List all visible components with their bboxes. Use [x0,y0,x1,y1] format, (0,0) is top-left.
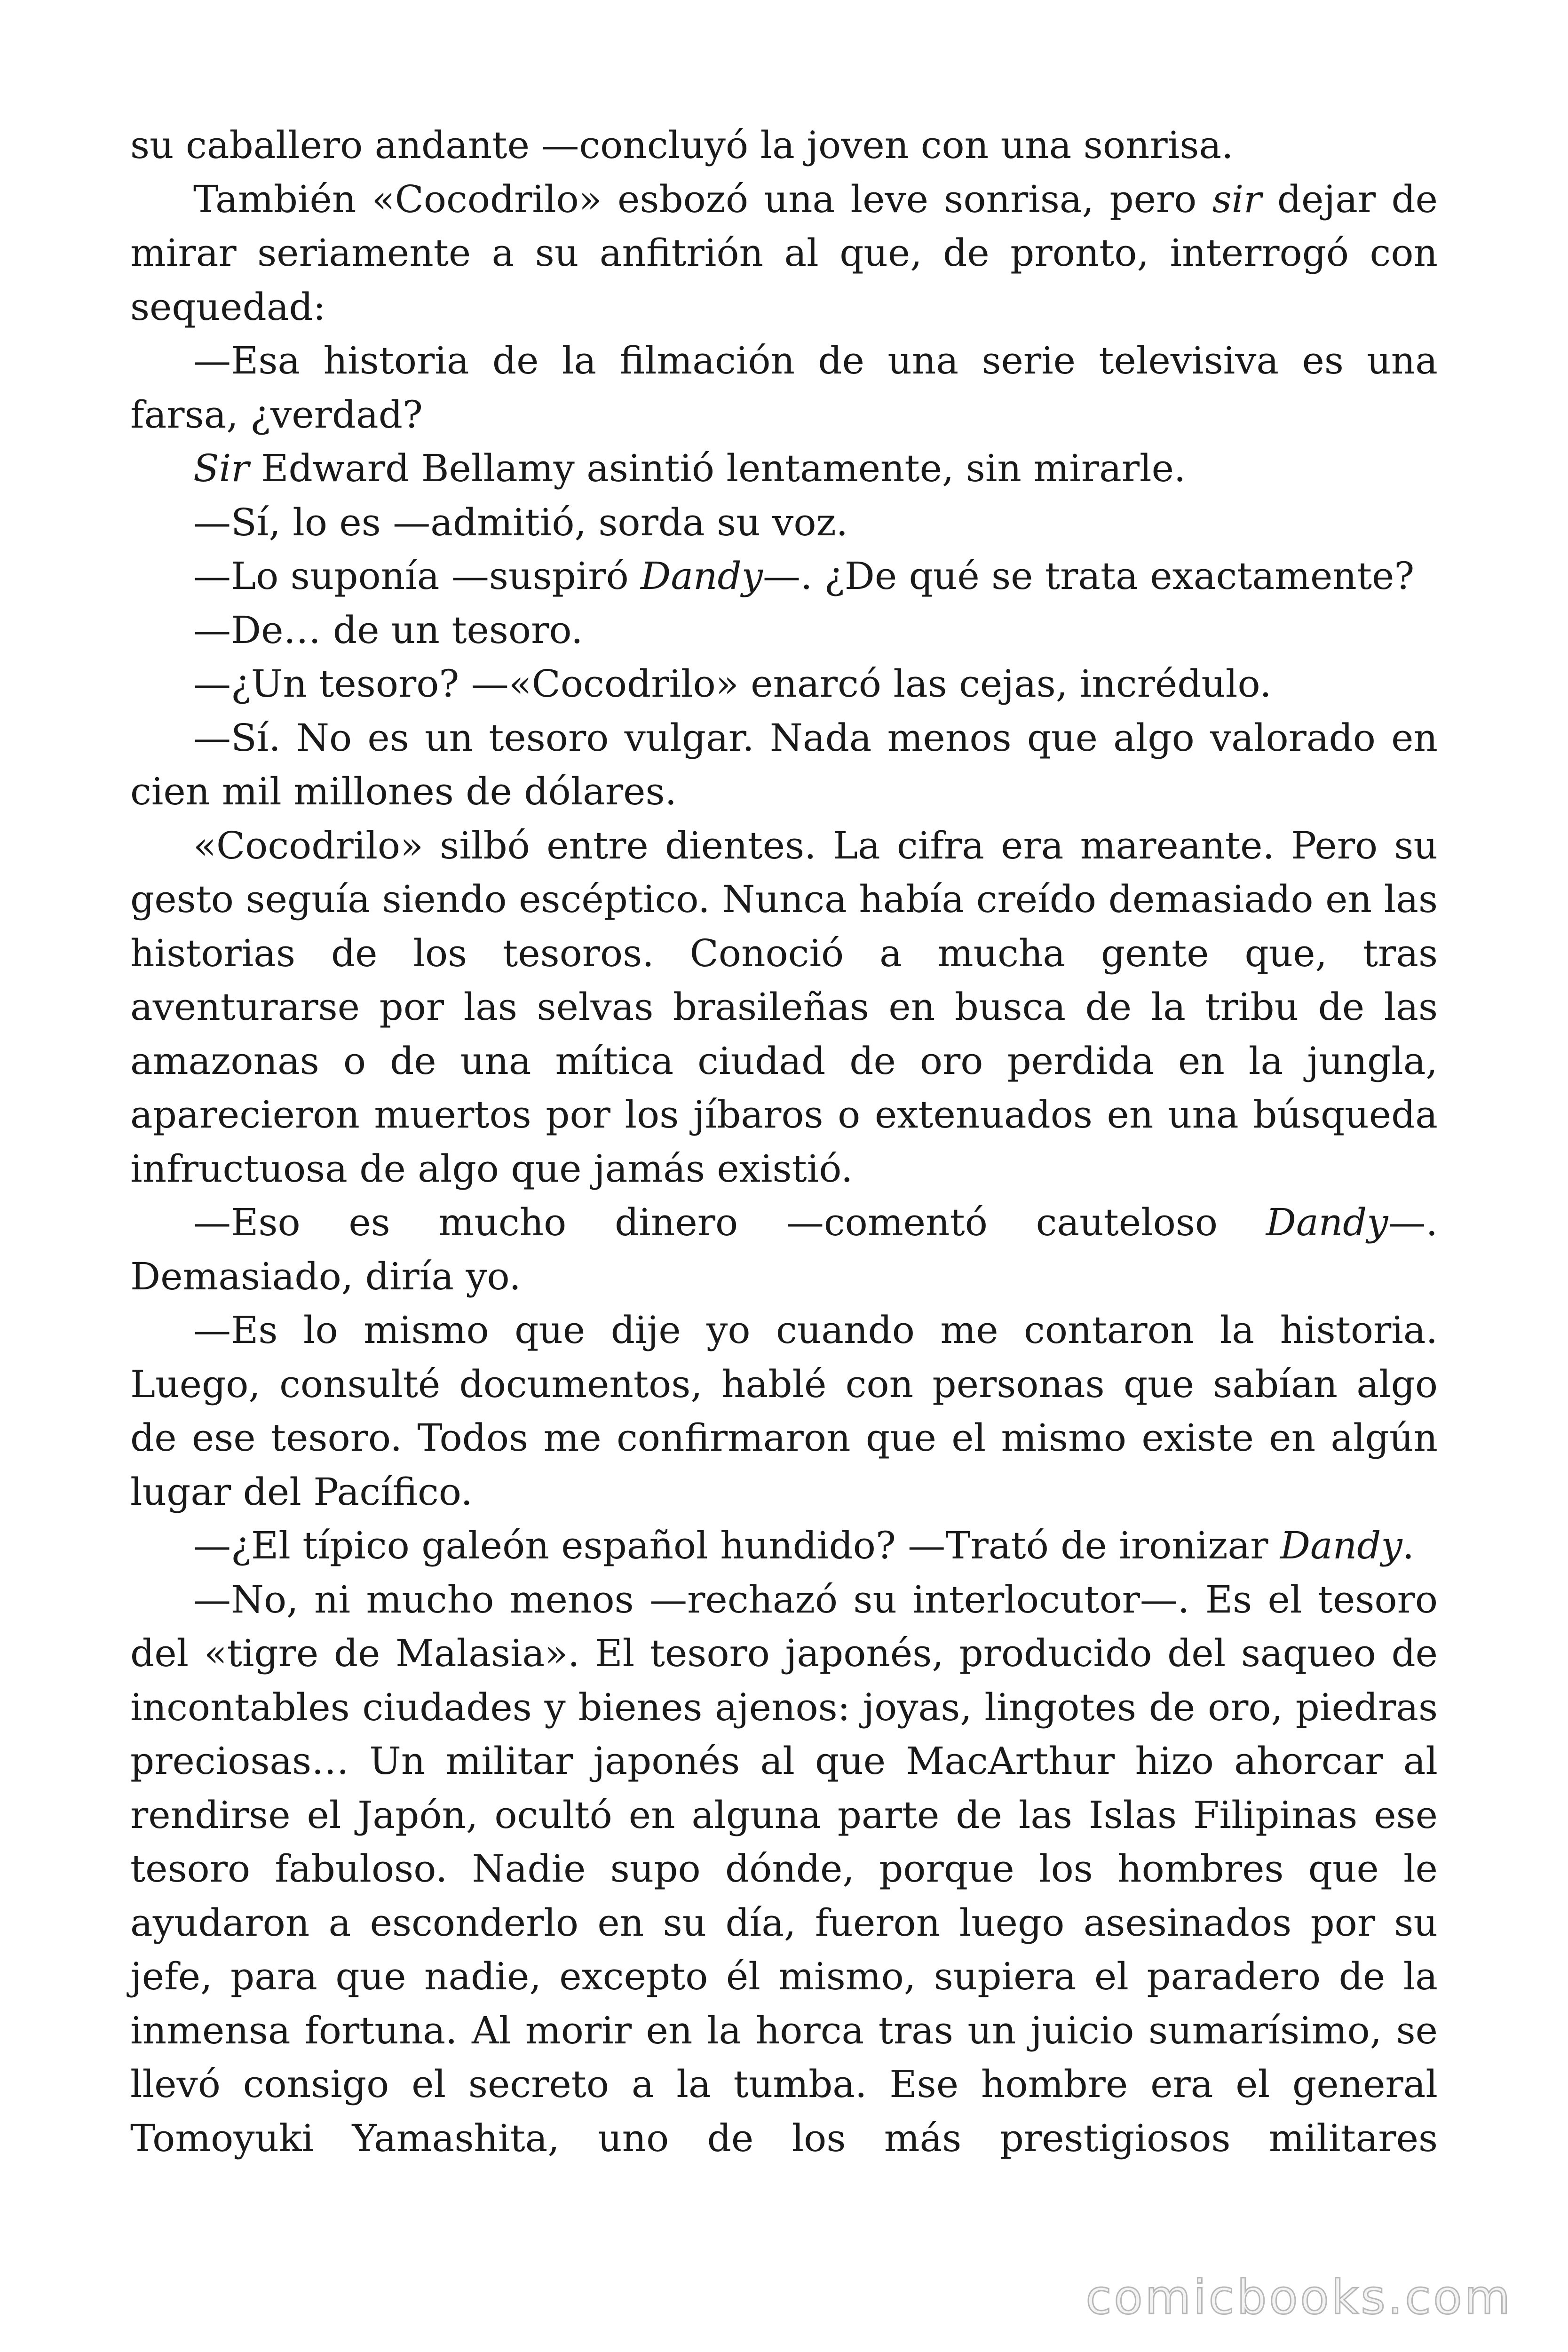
paragraph [130,334,1438,442]
text-run: —No, ni mucho menos —rechazó su interlocutor—. Es el tesoro del «tigre de Malasia». El tesoro japonés, producido del saqueo de incontables ciudades y bienes ajenos: joyas, lingotes de oro, piedras preciosas… Un militar japonés al que MacArthur hizo ahorcar al rendirse el Japón, ocultó en alguna parte de las Islas Filipinas ese tesoro fabuloso. Nadie supo dónde, porque los hombres que le ayudaron a esconderlo en su día, fueron luego asesinados por su jefe, para que nadie, excepto él mismo, supiera el paradero de la inmensa fortuna. Al morir en la horca tras un juicio sumarísimo, se llevó consigo el secreto a la tumba. Ese hombre era el general Tomoyuki Yamashita, uno de los más prestigiosos militares [130,1577,1438,2160]
paragraph [130,173,1438,334]
text-run: —Eso es mucho dinero —comentó cauteloso [193,1200,1266,1244]
italic-run: Sir [193,446,249,490]
text-run: Edward Bellamy asintió lentamente, sin mirarle. [249,446,1186,490]
text-run: —Sí, lo es —admitió, sorda su voz. [193,500,848,544]
text-run: —De… de un tesoro. [193,608,583,652]
text-run: —Lo suponía —suspiró [193,554,641,598]
italic-run: sir [1212,177,1262,221]
paragraph [130,819,1438,1196]
watermark: comicbooks.com [1085,2270,1513,2325]
text-run: —Es lo mismo que dije yo cuando me contaron la historia. Luego, consulté documentos, hablé con personas que sabían algo de ese tesoro. Todos me confirmaron que el mismo existe en algún lugar del Pacífico. [130,1308,1438,1514]
paragraph [130,1196,1438,1303]
paragraph [130,711,1438,819]
paragraph [130,1519,1438,1573]
paragraph [130,442,1438,496]
paragraph [130,604,1438,658]
paragraph [130,1303,1438,1519]
text-run: —¿Un tesoro? —«Cocodrilo» enarcó las cejas, incrédulo. [193,662,1272,706]
text-run: —Sí. No es un tesoro vulgar. Nada menos que algo valorado en cien mil millones de dólares. [130,715,1438,813]
book-page-text [130,119,1438,2165]
italic-run: Dandy [1280,1524,1402,1567]
italic-run: Dandy [1266,1200,1388,1244]
text-run: También «Cocodrilo» esbozó una leve sonrisa, pero [193,177,1212,221]
text-run: —. Demasiado, diría yo. [130,1200,1438,1298]
paragraph [130,1573,1438,2166]
paragraph [130,496,1438,550]
text-run: «Cocodrilo» silbó entre dientes. La cifra era mareante. Pero su gesto seguía siendo escéptico. Nunca había creído demasiado en las historias de los tesoros. Conoció a mucha gente que, tras aventurarse por las selvas brasileñas en busca de la tribu de las amazonas o de una mítica ciudad de oro perdida en la jungla, aparecieron muertos por los jíbaros o extenuados en una búsqueda infructuosa de algo que jamás existió. [130,823,1438,1191]
text-run: . [1402,1524,1415,1567]
text-run: su caballero andante —concluyó la joven con una sonrisa. [130,123,1234,167]
paragraph [130,657,1438,711]
text-run: —. ¿De qué se trata exactamente? [762,554,1415,598]
text-run: —Esa historia de la filmación de una serie televisiva es una farsa, ¿verdad? [130,339,1438,437]
text-run: —¿El típico galeón español hundido? —Trató de ironizar [193,1524,1280,1567]
italic-run: Dandy [641,554,763,598]
text-run: dejar de mirar seriamente a su anfitrión al que, de pronto, interrogó con sequedad: [130,177,1438,329]
paragraph [130,119,1438,173]
paragraph [130,549,1438,604]
